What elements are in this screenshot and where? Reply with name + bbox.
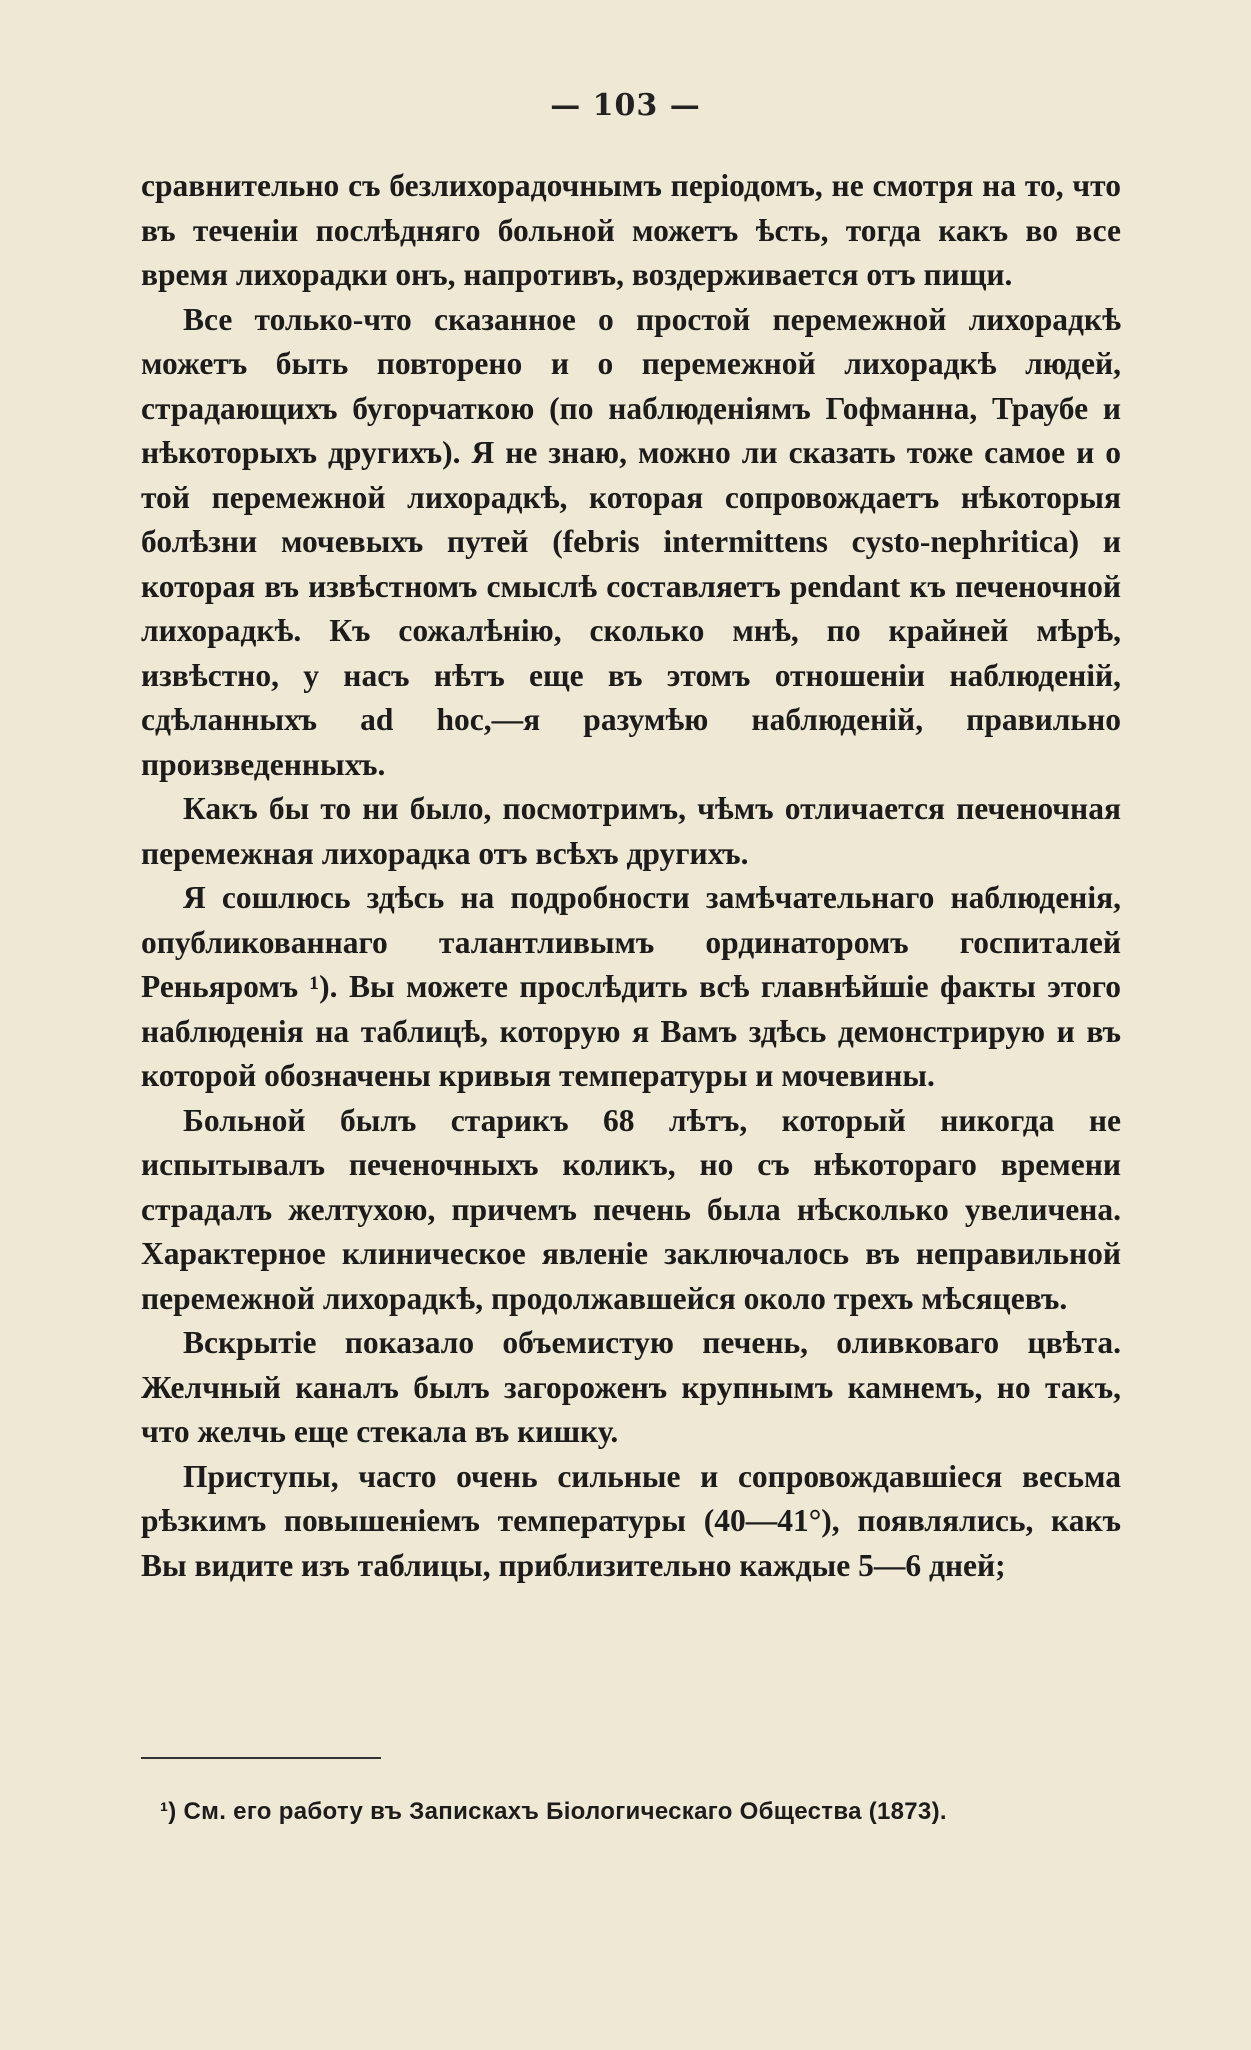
page-number: — 103 — (550, 88, 701, 123)
paragraph-5: Больной былъ старикъ 68 лѣтъ, который никогда не испытывалъ печеночныхъ коликъ, но съ нѣкотораго времени страдалъ желтухою, причемъ печень была нѣсколько увеличена. Характерное клиническое явленіе заключалось въ неправильной перемежной лихорадкѣ, продолжавшейся около трехъ мѣсяцевъ. (141, 1102, 1121, 1316)
paragraph-3: Какъ бы то ни было, посмотримъ, чѣмъ отличается печеночная перемежная лихорадка отъ всѣхъ другихъ. (141, 791, 1121, 871)
body-text (141, 164, 1121, 1588)
paragraph-4: Я сошлюсь здѣсь на подробности замѣчательнаго наблюденія, опубликованнаго талантливымъ ординаторомъ госпиталей Реньяромъ ¹). Вы можете прослѣдить всѣ главнѣйшіе факты этого наблюденія на таблицѣ, которую я Вамъ здѣсь демонстрирую и въ которой обозначены кривыя температуры и мочевины. (141, 880, 1121, 1093)
paragraph-1: сравнительно съ безлихорадочнымъ періодомъ, не смотря на то, что въ теченіи послѣдняго больной можетъ ѣсть, тогда какъ во все время лихорадки онъ, напротивъ, воздерживается отъ пищи. (141, 168, 1121, 292)
footnote-divider (141, 1757, 381, 1759)
paragraph-6: Вскрытіе показало объемистую печень, оливковаго цвѣта. Желчный каналъ былъ загороженъ крупнымъ камнемъ, но такъ, что желчь еще стекала въ кишку. (141, 1325, 1121, 1449)
footnote: ¹) См. его работу въ Запискахъ Біологическаго Общества (1873). (160, 1798, 947, 1825)
paragraph-2: Все только-что сказанное о простой перемежной лихорадкѣ можетъ быть повторено и о перемежной лихорадкѣ людей, страдающихъ бугорчаткою (по наблюденіямъ Гофманна, Траубе и нѣкоторыхъ другихъ). Я не знаю, можно ли сказать тоже самое и о той перемежной лихорадкѣ, которая сопровождаетъ нѣкоторыя болѣзни мочевыхъ путей (febris intermittens cysto-nephritica) и которая въ извѣстномъ смыслѣ составляетъ pendant къ печеночной лихорадкѣ. Къ сожалѣнію, сколько мнѣ, по крайней мѣрѣ, извѣстно, у насъ нѣтъ еще въ этомъ отношеніи наблюденій, сдѣланныхъ ad hoc,—я разумѣю наблюденій, правильно произведенныхъ. (141, 301, 1121, 782)
paragraph-7: Приступы, часто очень сильные и сопровождавшіеся весьма рѣзкимъ повышеніемъ температуры (40—41°), появлялись, какъ Вы видите изъ таблицы, приблизительно каждые 5—6 дней; (141, 1458, 1121, 1583)
